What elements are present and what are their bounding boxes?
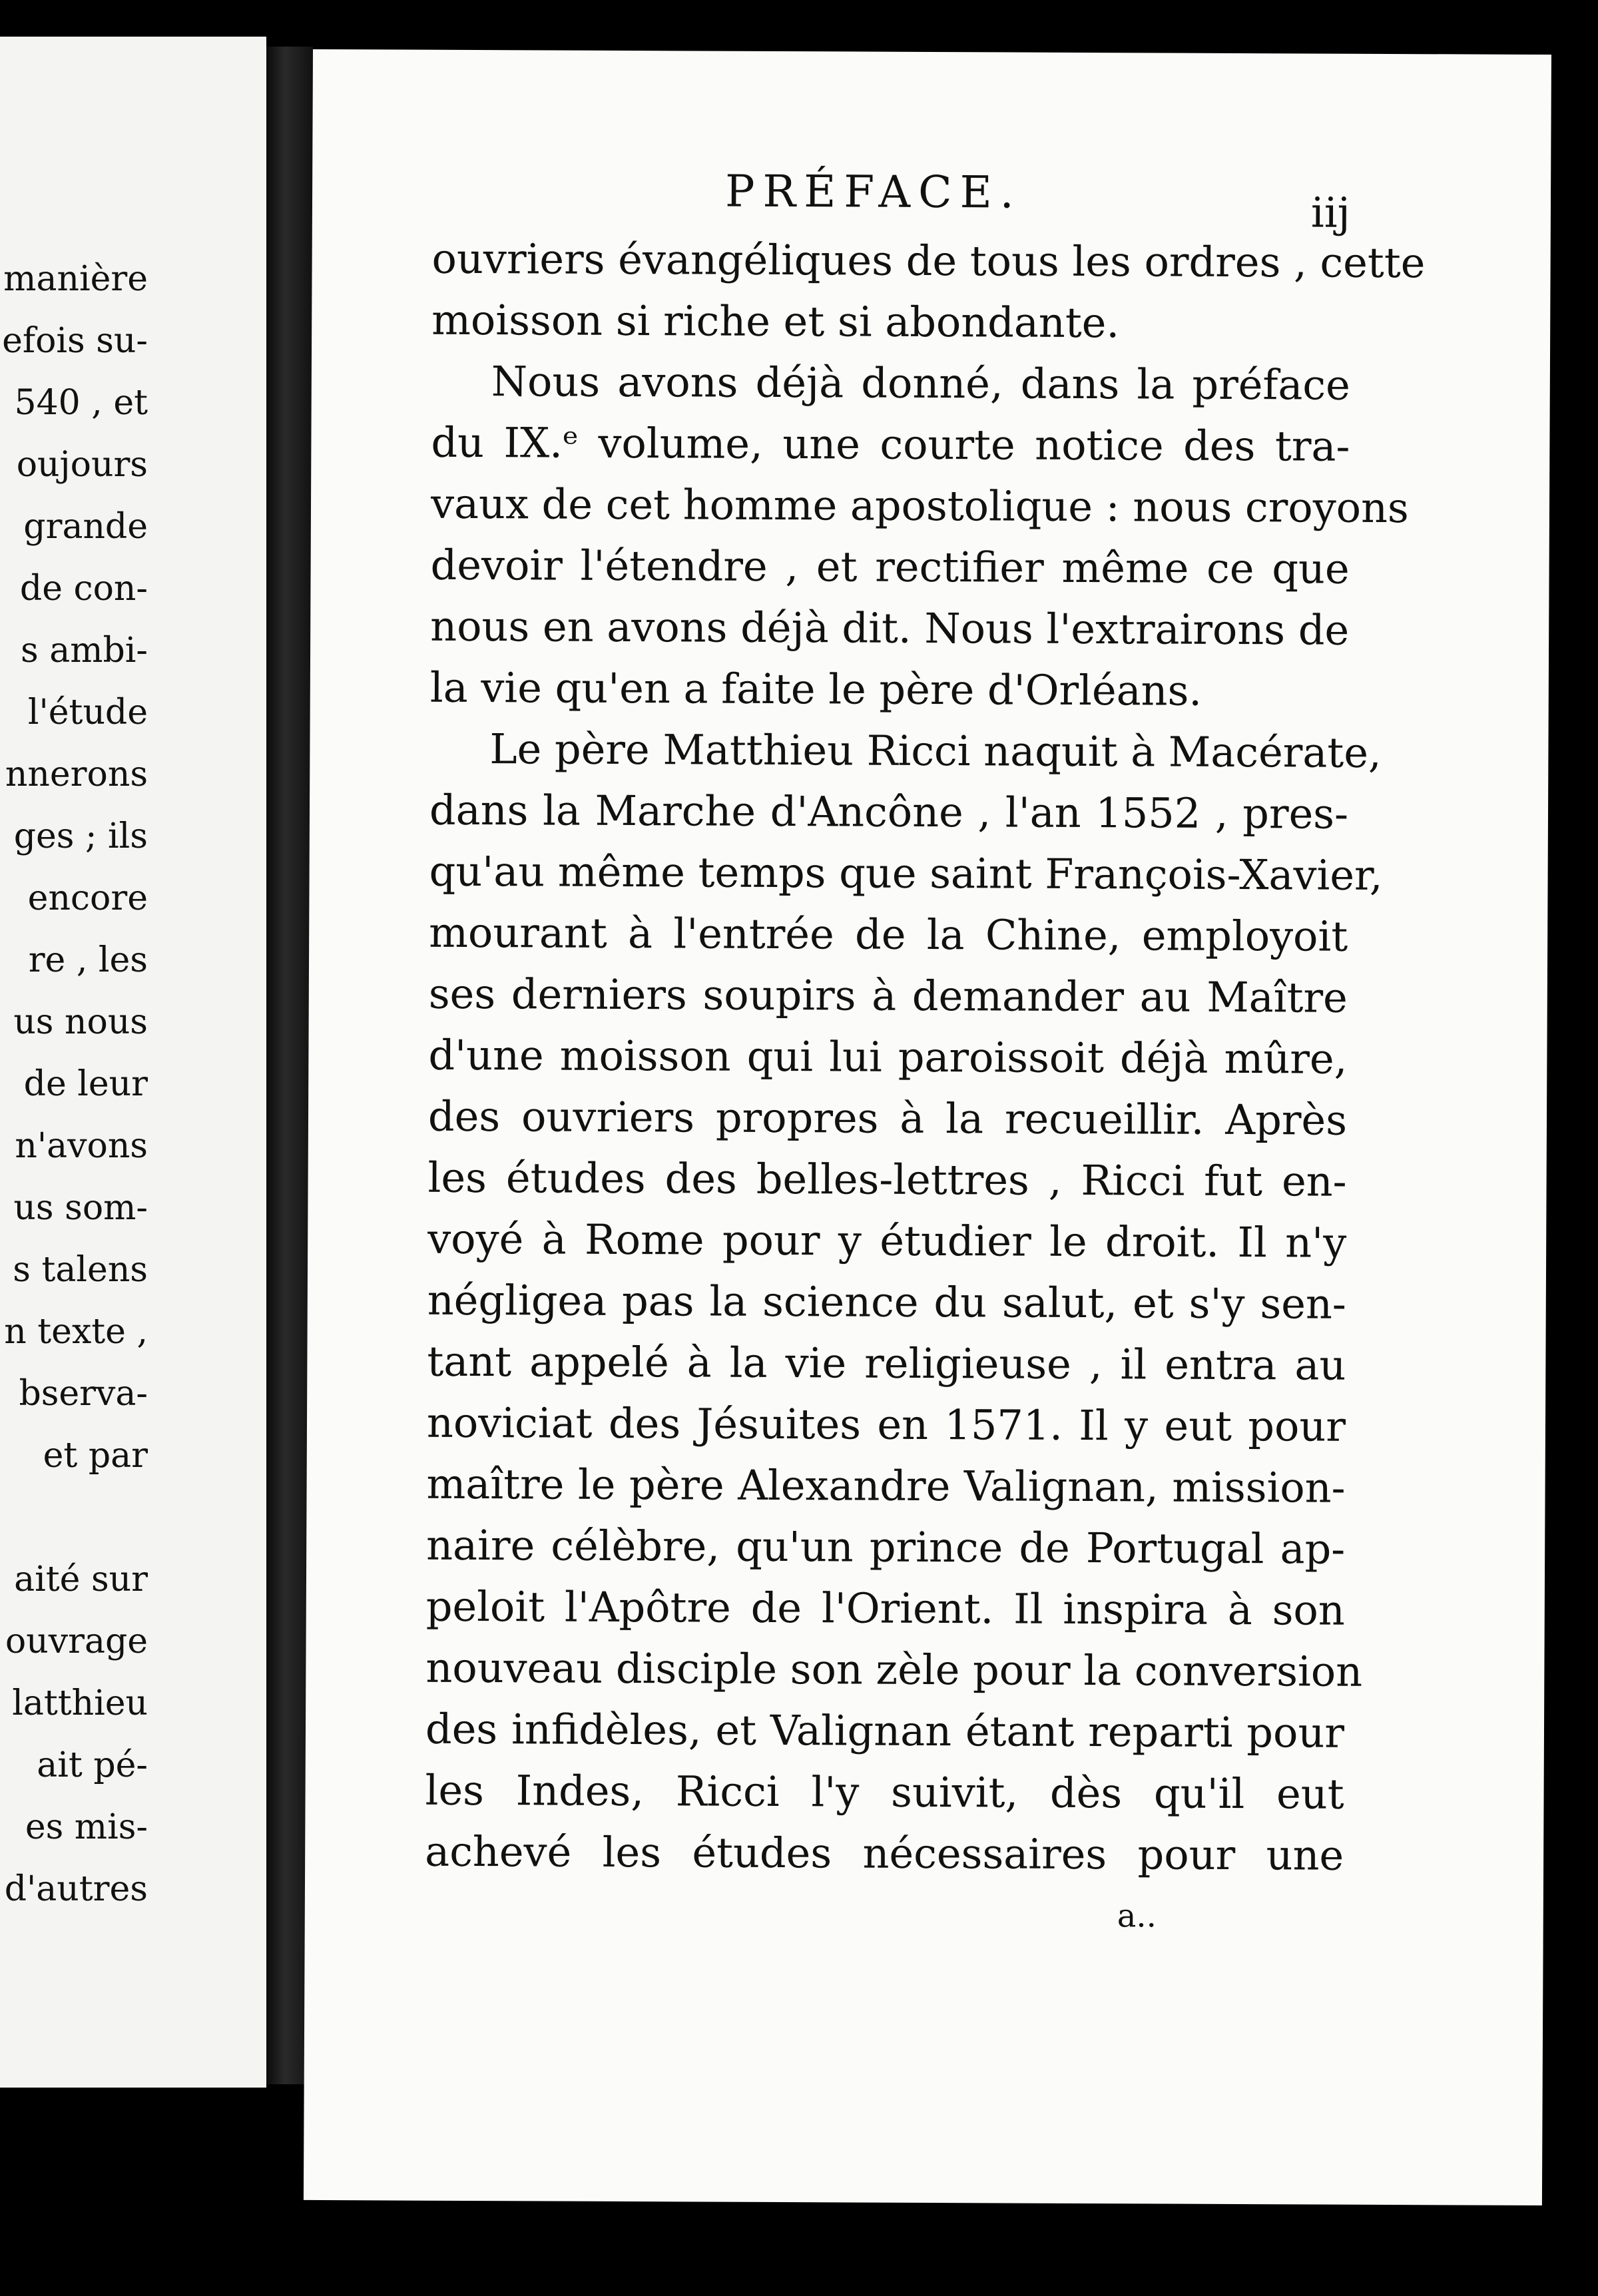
text-line: devoir l'étendre , et rectifier même ce que	[430, 540, 1350, 593]
left-page-line: n'avons	[15, 1126, 148, 1166]
left-page-line: de leur	[23, 1064, 148, 1104]
left-page-line: s ambi-	[20, 631, 148, 671]
facing-page-text	[2, 248, 148, 1920]
left-page-line: latthieu	[12, 1683, 148, 1723]
left-page-line: ges ; ils	[13, 816, 148, 856]
left-page-line: aité sur	[14, 1560, 148, 1599]
text-line: noviciat des Jésuites en 1571. Il y eut pour	[426, 1398, 1346, 1451]
left-page-line: efois su-	[2, 321, 148, 361]
left-page-line: et par	[43, 1436, 148, 1476]
left-page-line: de con-	[19, 569, 148, 609]
text-line: vaux de cet homme apostolique : nous croyons	[430, 479, 1409, 533]
left-page-line: encore	[27, 878, 148, 918]
left-page-line: us nous	[13, 1002, 148, 1042]
text-line: Le père Matthieu Ricci naquit à Macérate,	[489, 724, 1382, 777]
text-line: dans la Marche d'Ancône , l'an 1552 , pres-	[429, 785, 1349, 838]
left-page-line: re , les	[28, 940, 148, 980]
text-line: moisson si riche et si abondante.	[431, 295, 1120, 348]
text-line: Nous avons déjà donné, dans la préface	[491, 357, 1350, 410]
page-header	[312, 164, 1551, 236]
text-line: peloit l'Apôtre de l'Orient. Il inspira à son	[425, 1581, 1345, 1635]
text-line: naire célèbre, qu'un prince de Portugal ap-	[426, 1520, 1346, 1574]
text-line: tant appelé à la vie religieuse , il entra au	[427, 1336, 1346, 1390]
text-line: les études des belles-lettres , Ricci fut en-	[427, 1153, 1347, 1206]
left-page-line: manière	[3, 259, 148, 299]
text-line: la vie qu'en a faite le père d'Orléans.	[429, 663, 1202, 715]
text-line: maître le père Alexandre Valignan, mission-	[426, 1459, 1346, 1512]
text-line: des ouvriers propres à la recueillir. Après	[427, 1091, 1348, 1145]
text-line: les Indes, Ricci l'y suivit, dès qu'il eut	[425, 1765, 1344, 1819]
text-line: nous en avons déjà dit. Nous l'extrairons de	[430, 601, 1350, 655]
text-line: négligea pas la science du salut, et s'y sen-	[427, 1275, 1346, 1328]
text-line: des infidèles, et Valignan étant reparti pour	[425, 1704, 1345, 1757]
left-page-line: es mis-	[25, 1807, 148, 1847]
left-page-line: d'autres	[4, 1869, 148, 1909]
left-page-line: s talens	[13, 1250, 148, 1290]
left-page-line: nnerons	[5, 754, 148, 794]
text-line: mourant à l'entrée de la Chine, employoit	[429, 908, 1348, 961]
book-page	[304, 49, 1551, 2205]
text-line: ses derniers soupirs à demander au Maître	[428, 969, 1348, 1022]
left-page-line: n texte ,	[4, 1312, 148, 1352]
text-line: achevé les études nécessaires pour une	[425, 1827, 1344, 1880]
left-page-line: l'étude	[27, 693, 148, 732]
left-page-line: ait pé-	[37, 1745, 148, 1785]
left-page-line	[2, 1487, 148, 1549]
left-page-line: ouvrage	[5, 1621, 148, 1661]
text-line: nouveau disciple son zèle pour la conversion	[425, 1643, 1363, 1696]
left-page-line: 540 , et	[14, 383, 148, 423]
text-line: voyé à Rome pour y étudier le droit. Il n'y	[427, 1214, 1347, 1267]
text-line: ouvriers évangéliques de tous les ordres , cette	[431, 234, 1426, 288]
left-page-line: grande	[23, 507, 148, 547]
page-number: iij	[1310, 188, 1351, 237]
left-page-line: bserva-	[19, 1374, 148, 1414]
text-line: qu'au même temps que saint François-Xavier,	[429, 846, 1383, 900]
body-text	[425, 228, 1426, 1886]
left-page-line: us som-	[13, 1188, 148, 1228]
catchword: a..	[1117, 1897, 1157, 1935]
left-page-line: oujours	[16, 445, 148, 485]
text-line: d'une moisson qui lui paroissoit déjà mûre,	[428, 1030, 1348, 1083]
facing-page-left	[0, 37, 266, 2088]
running-title: PRÉFACE.	[724, 165, 1022, 218]
text-line: du IX.ᵉ volume, une courte notice des tra-	[431, 418, 1350, 471]
